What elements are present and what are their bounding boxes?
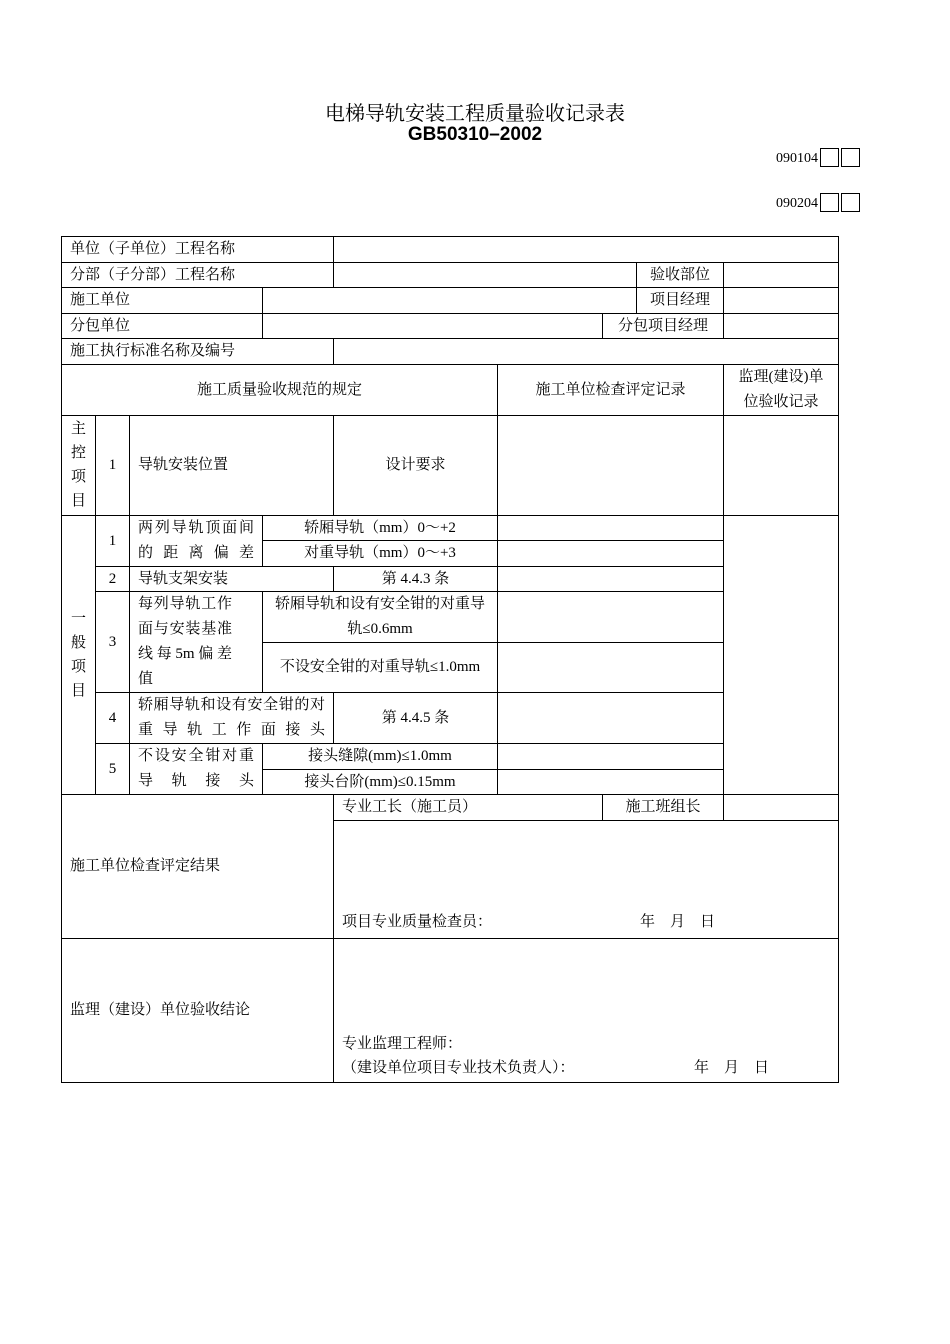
item-name: 导轨支架安装 bbox=[130, 566, 334, 592]
subcontract-manager-value[interactable] bbox=[724, 313, 839, 339]
item-name: 两列导轨顶面间的距离偏差 bbox=[130, 515, 263, 566]
conclusion-date: 年 月 日 bbox=[694, 1059, 770, 1076]
general-check-record[interactable] bbox=[498, 566, 724, 592]
supervision-conclusion-body[interactable] bbox=[334, 938, 839, 1082]
form-code-text: 090104 bbox=[776, 151, 818, 166]
general-check-record[interactable] bbox=[498, 769, 724, 795]
code-box[interactable] bbox=[841, 148, 860, 167]
sub-project-label: 分部（子分部）工程名称 bbox=[62, 262, 334, 288]
unit-project-value[interactable] bbox=[334, 237, 839, 263]
item-number: 1 bbox=[96, 415, 130, 515]
supervision-record-header: 监理(建设)单位验收记录 bbox=[724, 364, 839, 415]
subcontract-manager-label: 分包项目经理 bbox=[603, 313, 724, 339]
item-sub-requirement: 轿厢导轨（mm）0～+2 bbox=[263, 515, 498, 541]
general-check-record[interactable] bbox=[498, 541, 724, 567]
item-name: 导轨安装位置 bbox=[130, 415, 334, 515]
construction-unit-label: 施工单位 bbox=[62, 288, 263, 314]
main-supervision-record[interactable] bbox=[724, 415, 839, 515]
general-check-record[interactable] bbox=[498, 693, 724, 744]
construction-result-label: 施工单位检查评定结果 bbox=[62, 795, 334, 939]
team-leader-label: 施工班组长 bbox=[603, 795, 724, 821]
general-check-record[interactable] bbox=[498, 643, 724, 693]
item-number: 3 bbox=[96, 592, 130, 693]
item-sub-requirement: 对重导轨（mm）0～+3 bbox=[263, 541, 498, 567]
team-leader-value[interactable] bbox=[724, 795, 839, 821]
inspector-label: 项目专业质量检查员： bbox=[342, 913, 493, 930]
acceptance-part-label: 验收部位 bbox=[637, 262, 724, 288]
spec-header: 施工质量验收规范的规定 bbox=[62, 364, 498, 415]
general-supervision-record[interactable] bbox=[724, 515, 839, 795]
owner-tech-label: （建设单位项目专业技术负责人）： bbox=[342, 1059, 575, 1076]
item-name: 不设安全钳对重导轨接头 bbox=[130, 744, 263, 795]
acceptance-record-table bbox=[61, 236, 839, 1083]
sub-project-value[interactable] bbox=[334, 262, 637, 288]
construction-unit-value[interactable] bbox=[263, 288, 637, 314]
item-number: 2 bbox=[96, 566, 130, 592]
supervision-engineer-label: 专业监理工程师： bbox=[342, 1035, 463, 1052]
project-manager-value[interactable] bbox=[724, 288, 839, 314]
code-box[interactable] bbox=[820, 148, 839, 167]
item-number: 1 bbox=[96, 515, 130, 566]
item-sub-requirement: 轿厢导轨和设有安全钳的对重导轨≤0.6mm bbox=[263, 592, 498, 643]
item-name: 每列导轨工作面与安装基准线每5m偏差值 bbox=[130, 592, 263, 693]
standard-code: GB50310–2002 bbox=[407, 124, 543, 145]
item-number: 5 bbox=[96, 744, 130, 795]
supervision-conclusion-label: 监理（建设）单位验收结论 bbox=[62, 938, 334, 1082]
general-items-label: 一般项目 bbox=[62, 515, 96, 795]
form-code-2 bbox=[776, 193, 860, 212]
item-sub-requirement: 接头缝隙(mm)≤1.0mm bbox=[263, 744, 498, 770]
item-sub-requirement: 不设安全钳的对重导轨≤1.0mm bbox=[263, 643, 498, 693]
acceptance-part-value[interactable] bbox=[724, 262, 839, 288]
standard-name-label: 施工执行标准名称及编号 bbox=[62, 339, 334, 365]
unit-project-label: 单位（子单位）工程名称 bbox=[62, 237, 334, 263]
general-check-record[interactable] bbox=[498, 744, 724, 770]
result-date: 年 月 日 bbox=[640, 913, 716, 930]
form-code-1 bbox=[776, 148, 860, 167]
general-check-record[interactable] bbox=[498, 592, 724, 643]
main-check-record[interactable] bbox=[498, 415, 724, 515]
subcontract-unit-label: 分包单位 bbox=[62, 313, 263, 339]
page-title: 电梯导轨安装工程质量验收记录表 bbox=[325, 101, 625, 125]
project-manager-label: 项目经理 bbox=[637, 288, 724, 314]
code-box[interactable] bbox=[820, 193, 839, 212]
check-record-header: 施工单位检查评定记录 bbox=[498, 364, 724, 415]
general-check-record[interactable] bbox=[498, 515, 724, 541]
item-requirement: 第 4.4.3 条 bbox=[334, 566, 498, 592]
item-number: 4 bbox=[96, 693, 130, 744]
main-control-label: 主控项目 bbox=[62, 415, 96, 515]
code-box[interactable] bbox=[841, 193, 860, 212]
item-name: 轿厢导轨和设有安全钳的对重导轨工作面接头 bbox=[130, 693, 334, 744]
item-requirement: 设计要求 bbox=[334, 415, 498, 515]
item-requirement: 第 4.4.5 条 bbox=[334, 693, 498, 744]
standard-name-value[interactable] bbox=[334, 339, 839, 365]
item-sub-requirement: 接头台阶(mm)≤0.15mm bbox=[263, 769, 498, 795]
construction-result-body[interactable] bbox=[334, 820, 839, 938]
subcontract-unit-value[interactable] bbox=[263, 313, 603, 339]
form-code-text: 090204 bbox=[776, 196, 818, 211]
foreman-label: 专业工长（施工员） bbox=[334, 795, 603, 821]
